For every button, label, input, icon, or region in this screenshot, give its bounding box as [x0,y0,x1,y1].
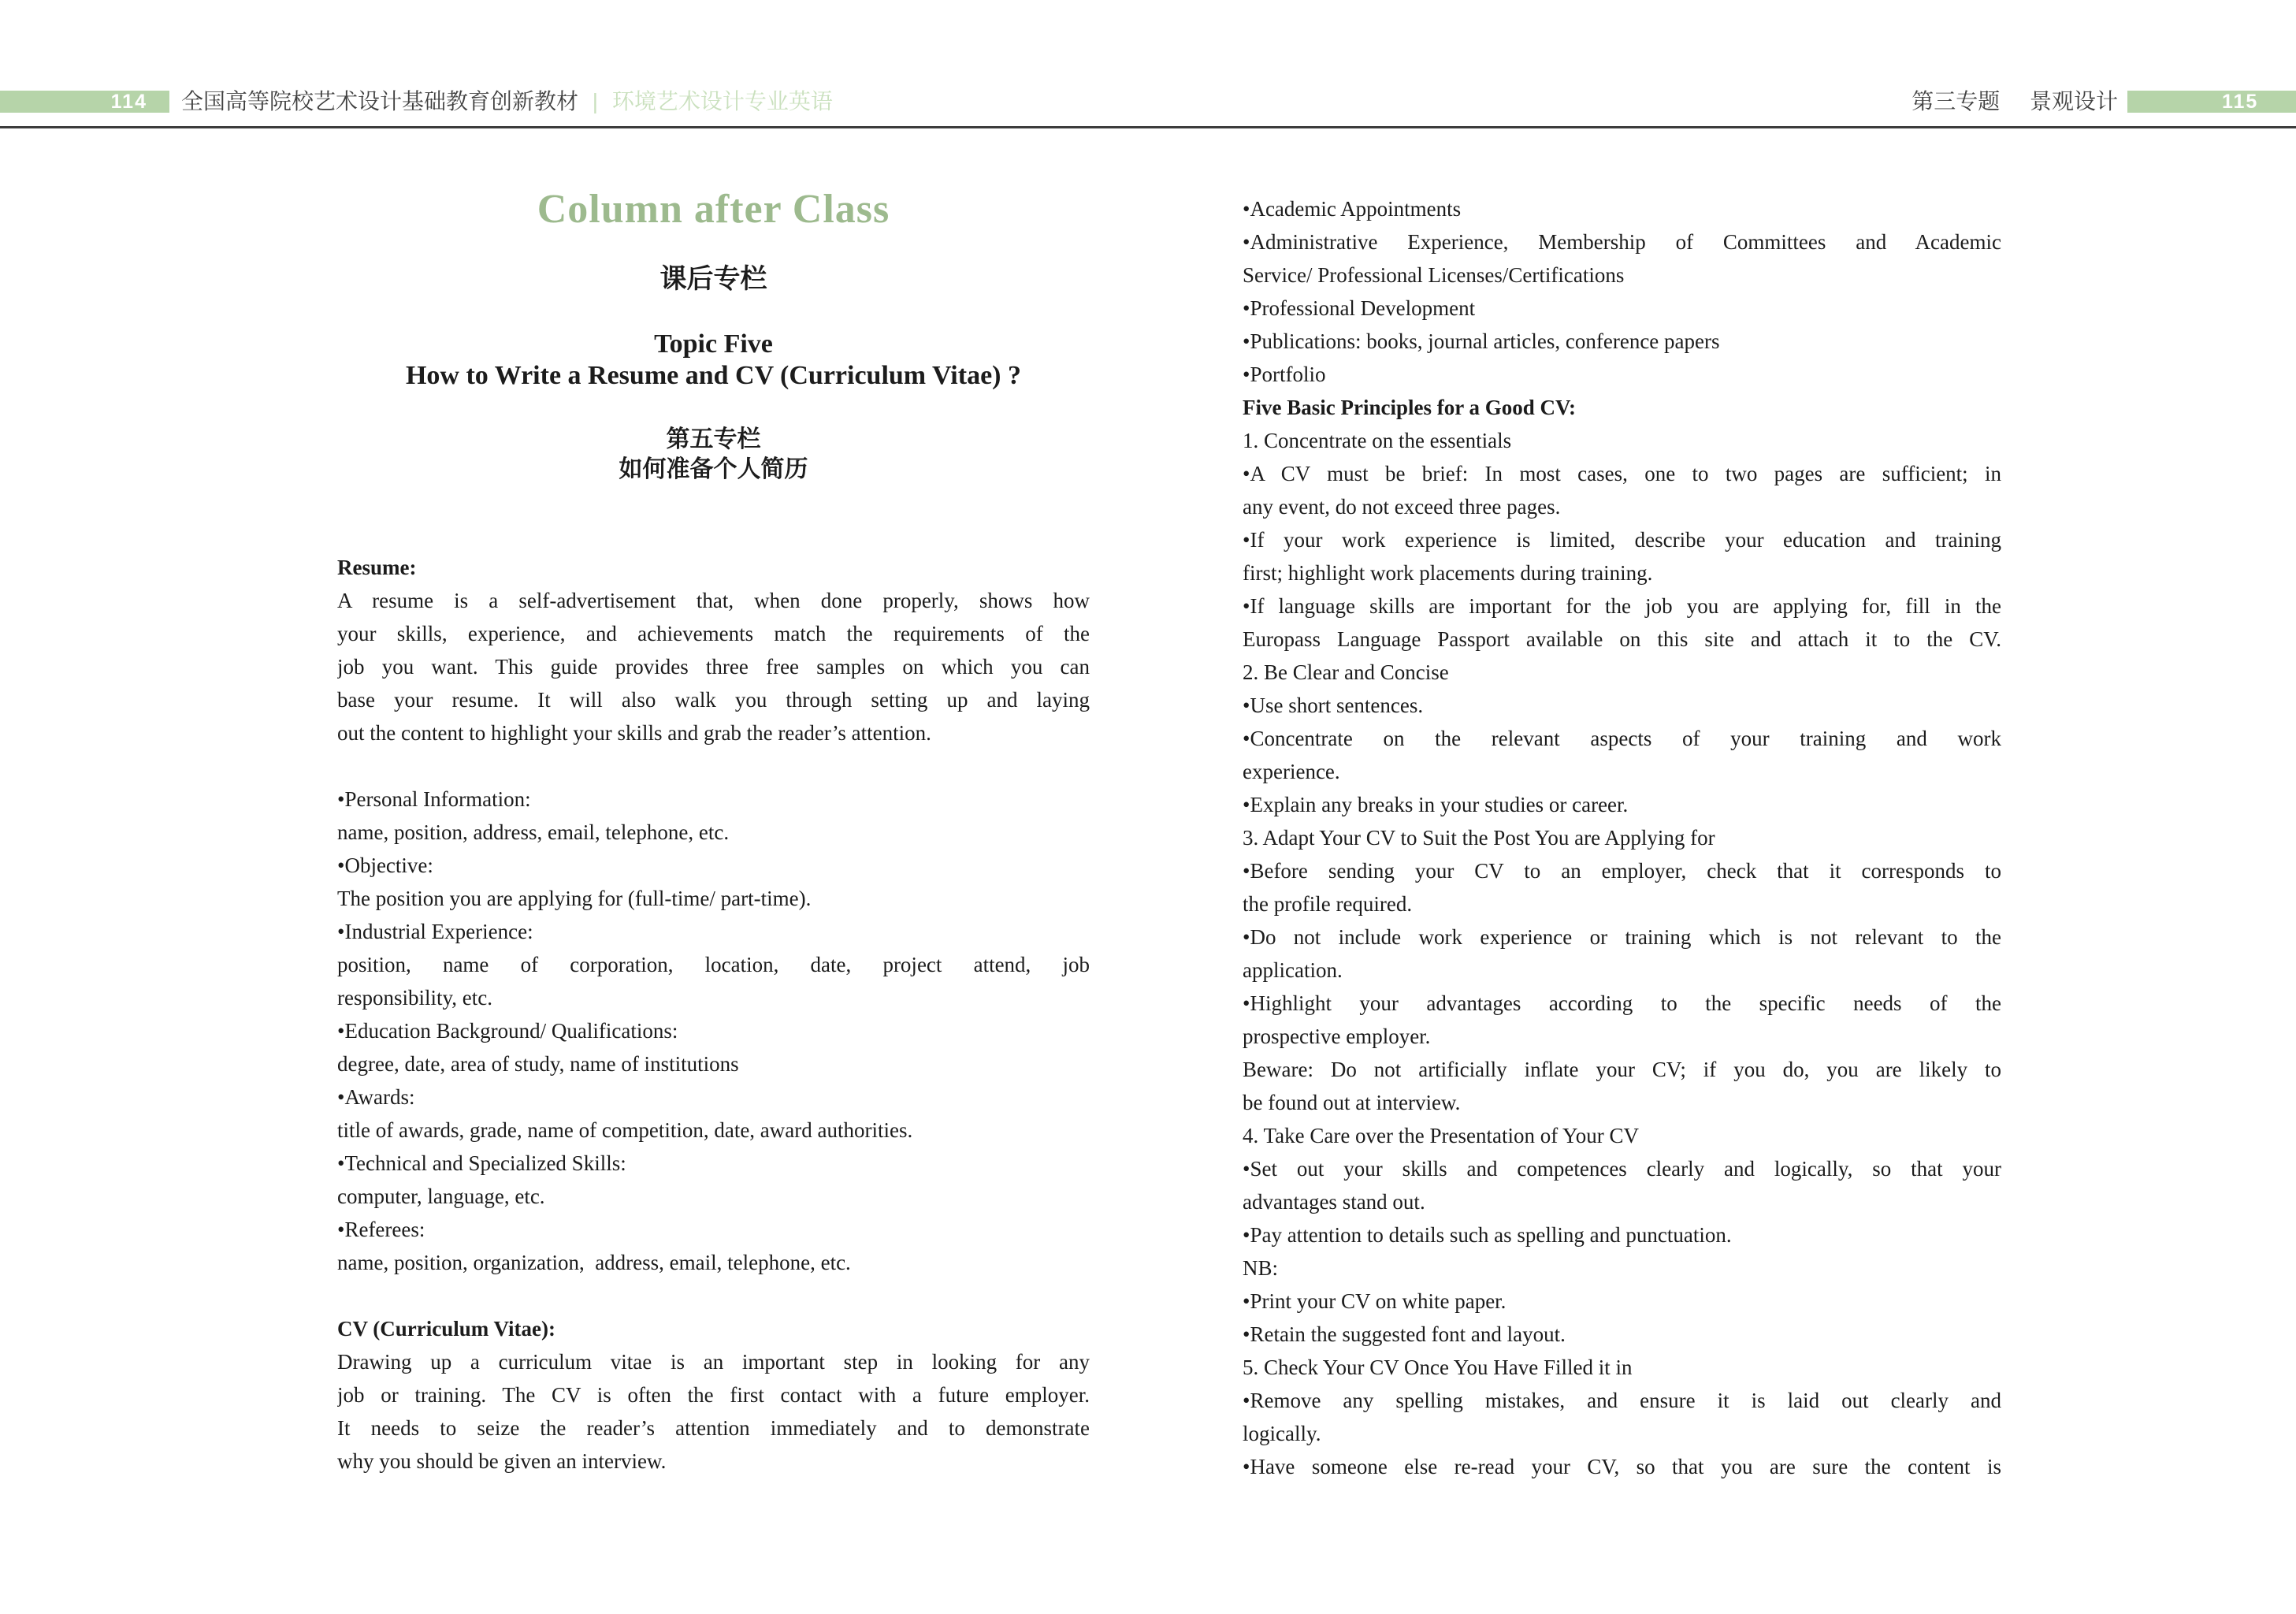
right-page-number-band [2127,91,2296,113]
text-line: why you should be given an interview. [337,1449,667,1473]
text-line: the profile required. [1243,892,1413,916]
text-line: •Portfolio [1243,363,1326,386]
text-line: application. [1243,958,1343,982]
right-page-body [1243,128,2001,1483]
subject-title: 环境艺术设计专业英语 [611,89,833,113]
right-running-head [1911,89,2118,114]
left-running-head [181,89,833,114]
text-line: CV (Curriculum Vitae): [337,1317,555,1341]
text-line: •Professional Development [1243,296,1476,320]
text-line: The position you are applying for (full-time/ part-time). [337,887,812,910]
left-page-body [337,551,1090,1478]
text-line: experience. [1243,760,1340,783]
unit-label: 第三专题 [1911,89,2001,113]
left-page-number: 114 [110,91,147,113]
topic-title-zh-line2: 如何准备个人简历 [619,456,808,482]
text-line: degree, date, area of study, name of institutions [337,1052,739,1076]
text-line: first; highlight work placements during training. [1243,561,1653,585]
text-line: •If language skills are important for the job you are applying for, fill in the [1243,594,2001,618]
text-line: name, position, organization, address, email, telephone, etc. [337,1251,851,1274]
text-line: 4. Take Care over the Presentation of Your CV [1243,1124,1640,1147]
text-line: •Awards: [337,1085,415,1109]
text-line: •Set out your skills and competences clearly and logically, so that your [1243,1157,2001,1181]
text-line: It needs to seize the reader’s attention immediately and to demonstrate [337,1416,1090,1440]
text-line: Europass Language Passport available on this site and attach it to the CV. [1243,627,2001,651]
text-line: A resume is a self-advertisement that, when done properly, shows how [337,589,1090,612]
text-line: your skills, experience, and achievements match the requirements of the [337,622,1090,645]
text-line: •Use short sentences. [1243,694,1424,717]
text-line: 1. Concentrate on the essentials [1243,429,1512,452]
text-line: NB: [1243,1256,1279,1280]
text-line: responsibility, etc. [337,986,492,1010]
text-line: logically. [1243,1422,1321,1445]
text-line: any event, do not exceed three pages. [1243,495,1561,519]
text-line: Resume: [337,556,417,579]
text-line: •Publications: books, journal articles, conference papers [1243,329,1720,353]
text-line: •Explain any breaks in your studies or career. [1243,793,1629,816]
text-line: •Personal Information: [337,787,531,811]
text-line: Five Basic Principles for a Good CV: [1243,396,1576,419]
text-line: position, name of corporation, location, date, project attend, job [337,953,1090,976]
column-title-en: Column after Class [537,187,890,232]
series-title: 全国高等院校艺术设计基础教育创新教材 [181,89,579,113]
text-line: 3. Adapt Your CV to Suit the Post You are Applying for [1243,826,1715,850]
text-line: •A CV must be brief: In most cases, one to two pages are sufficient; in [1243,462,2001,485]
text-line: •Retain the suggested font and layout. [1243,1322,1566,1346]
text-line: •Technical and Specialized Skills: [337,1151,626,1175]
text-line: base your resume. It will also walk you through setting up and laying [337,688,1090,712]
text-line: 2. Be Clear and Concise [1243,660,1449,684]
text-line: out the content to highlight your skills and grab the reader’s attention. [337,721,931,745]
text-line: Beware: Do not artificially inflate your CV; if you do, you are likely to [1243,1058,2001,1081]
blank-line [337,1279,1090,1312]
text-line: •Administrative Experience, Membership of Committees and Academic [1243,230,2001,254]
text-line: •Referees: [337,1218,425,1241]
right-page-column [1243,128,2001,1483]
column-title-zh: 课后专栏 [659,265,767,294]
text-line: advantages stand out. [1243,1190,1425,1214]
text-line: title of awards, grade, name of competition, date, award authorities. [337,1118,913,1142]
text-line: name, position, address, email, telephone, etc. [337,820,730,844]
text-line: •Remove any spelling mistakes, and ensure it is laid out clearly and [1243,1389,2001,1412]
text-line: •Before sending your CV to an employer, check that it corresponds to [1243,859,2001,883]
topic-title-line2: How to Write a Resume and CV (Curriculum Vitae) ? [405,361,1021,390]
text-line: job or training. The CV is often the first contact with a future employer. [337,1383,1090,1407]
text-line: •Do not include work experience or training which is not relevant to the [1243,925,2001,949]
text-line: •Education Background/ Qualifications: [337,1019,678,1043]
right-page-number: 115 [2222,91,2259,113]
running-head-divider: | [592,89,599,113]
unit-title: 景观设计 [2029,89,2118,113]
left-page-number-band [0,91,169,113]
column-title-block [337,188,1090,485]
text-line: •Objective: [337,853,433,877]
text-line: •Print your CV on white paper. [1243,1289,1507,1313]
topic-title-line1: Topic Five [654,329,773,359]
text-line: Drawing up a curriculum vitae is an important step in looking for any [337,1350,1090,1374]
text-line: •Concentrate on the relevant aspects of your training and work [1243,727,2001,750]
text-line: •Have someone else re-read your CV, so that you are sure the content is [1243,1455,2001,1478]
text-line: •If your work experience is limited, describe your education and training [1243,528,2001,552]
text-line: 5. Check Your CV Once You Have Filled it in [1243,1356,1633,1379]
text-line: •Pay attention to details such as spelling and punctuation. [1243,1223,1732,1247]
text-line: computer, language, etc. [337,1184,545,1208]
text-line: •Highlight your advantages according to the specific needs of the [1243,991,2001,1015]
text-line: job you want. This guide provides three free samples on which you can [337,655,1090,679]
left-page-column [337,128,1090,1478]
topic-title-zh-line1: 第五专栏 [666,426,761,452]
text-line: Service/ Professional Licenses/Certifications [1243,263,1625,287]
text-line: prospective employer. [1243,1025,1431,1048]
text-line: •Academic Appointments [1243,197,1462,221]
blank-line [337,749,1090,783]
text-line: be found out at interview. [1243,1091,1461,1114]
text-line: •Industrial Experience: [337,920,533,943]
